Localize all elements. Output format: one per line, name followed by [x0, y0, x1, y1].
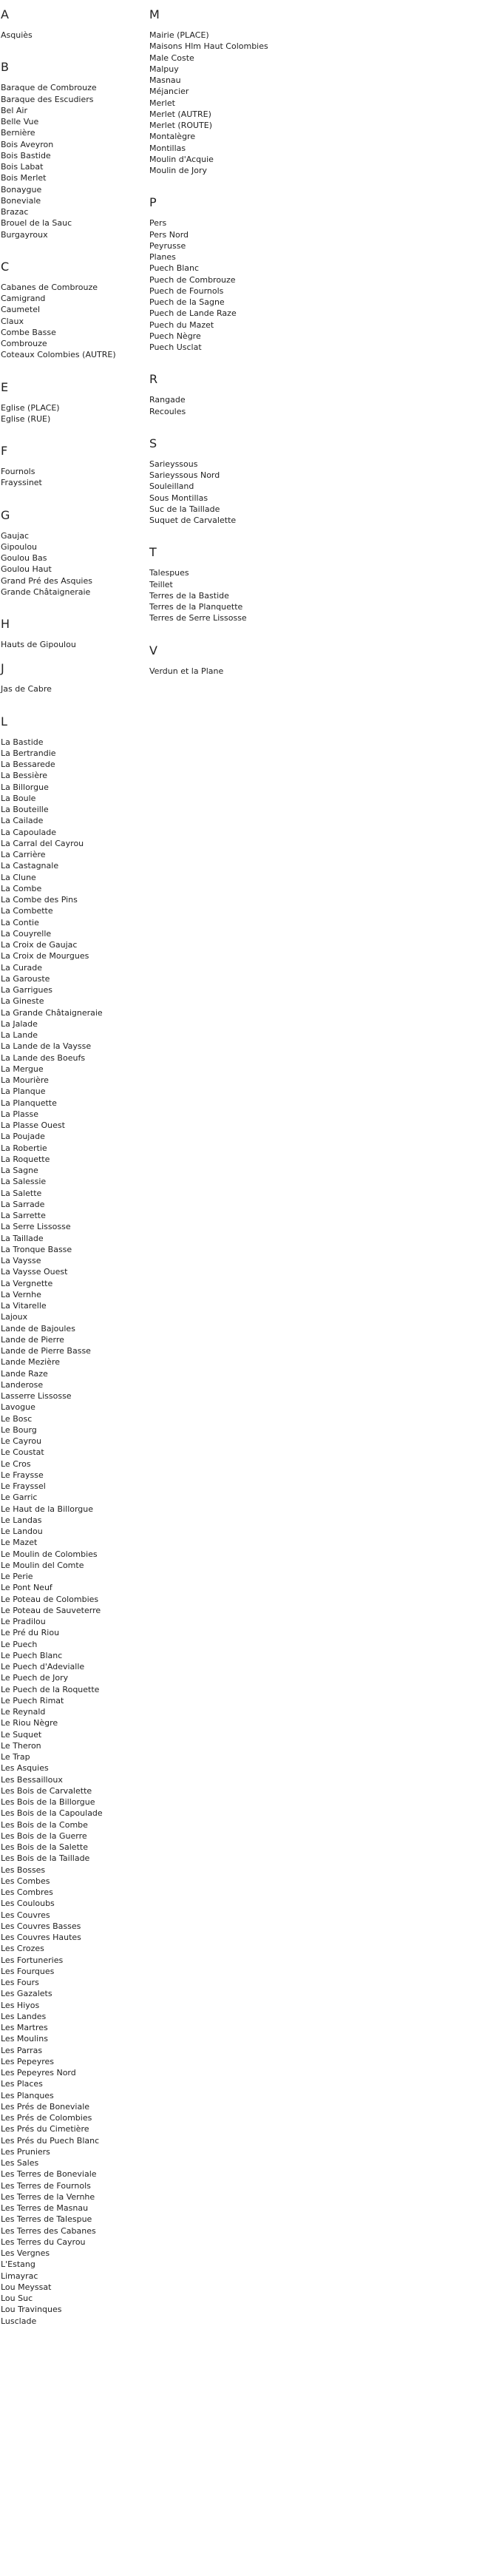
- place-item: Bois Bastide: [1, 150, 51, 160]
- place-item: Limayrac: [1, 2271, 38, 2281]
- place-item: La Taillade: [1, 1233, 44, 1243]
- place-item: Le Perie: [1, 1572, 33, 1581]
- place-item: Teillet: [149, 579, 173, 589]
- place-item: Lajoux: [1, 1312, 28, 1322]
- place-item: La Castagnale: [1, 861, 59, 871]
- place-item: Puech de Combrouze: [149, 274, 236, 285]
- letter-group-g: [1, 508, 141, 598]
- place-item: Talespues: [149, 568, 189, 578]
- place-item: Le Trap: [1, 1752, 30, 1762]
- place-item: Les Bois de la Capoulade: [1, 1808, 103, 1819]
- letter-group-p: [149, 195, 290, 353]
- place-item: Jas de Cabre: [1, 684, 52, 694]
- street-index-left-column: [1, 7, 141, 2327]
- place-item: Les Bessailloux: [1, 1774, 63, 1785]
- place-item: Cabanes de Combrouze: [1, 282, 98, 292]
- place-item: La Contie: [1, 917, 39, 927]
- place-item: Les Bois de la Combe: [1, 1819, 88, 1830]
- place-item: Montalègre: [149, 132, 196, 142]
- place-item: Les Vergnes: [1, 2248, 50, 2258]
- place-item: Les Bois de Carvalette: [1, 1785, 92, 1796]
- place-item: Brazac: [1, 207, 29, 217]
- place-item: Grand Pré des Asquies: [1, 575, 92, 586]
- place-item: Les Terres de Masnau: [1, 2203, 89, 2213]
- street-index-right-column: [149, 7, 290, 677]
- place-list: [149, 567, 290, 623]
- place-item: Peyrusse: [149, 240, 186, 251]
- place-item: L'Estang: [1, 2259, 35, 2270]
- place-item: La Serre Lissosse: [1, 1222, 71, 1232]
- place-item: La Couyrelle: [1, 928, 52, 939]
- place-item: Gipoulou: [1, 541, 38, 552]
- place-item: Lou Meyssat: [1, 2282, 52, 2292]
- place-item: Lou Suc: [1, 2293, 33, 2303]
- place-item: Les Combes: [1, 1876, 50, 1886]
- place-item: Belle Vue: [1, 117, 39, 126]
- place-item: La Lande des Boeufs: [1, 1052, 86, 1063]
- place-item: Verdun et la Plane: [149, 666, 224, 676]
- place-item: La Salette: [1, 1188, 42, 1198]
- place-item: Puech de Lande Raze: [149, 308, 237, 319]
- letter-heading: M: [149, 7, 160, 21]
- letter-heading: P: [149, 195, 157, 210]
- place-item: Sarieyssous Nord: [149, 470, 220, 480]
- place-item: Baraque de Combrouze: [1, 83, 97, 93]
- place-item: Puech Usclat: [149, 342, 202, 352]
- place-item: Le Haut de la Billorgue: [1, 1504, 94, 1514]
- place-item: Sous Montillas: [149, 493, 208, 503]
- place-item: Les Fours: [1, 1978, 39, 1987]
- place-item: Lande Raze: [1, 1368, 48, 1379]
- place-list: [1, 30, 141, 41]
- letter-group-s: [149, 436, 290, 527]
- place-item: Le Reynald: [1, 1707, 46, 1717]
- place-item: Eglise (RUE): [1, 413, 51, 424]
- place-item: Le Cros: [1, 1458, 31, 1469]
- place-item: La Vernhe: [1, 1289, 41, 1299]
- place-item: La Clune: [1, 872, 36, 882]
- place-item: Boneviale: [1, 195, 41, 206]
- place-item: Brouel de la Sauc: [1, 218, 72, 229]
- place-item: La Bertrandie: [1, 748, 56, 758]
- place-item: La Plasse: [1, 1109, 39, 1119]
- place-item: La Carral del Cayrou: [1, 838, 84, 848]
- letter-heading: F: [1, 444, 8, 458]
- place-item: Les Moulins: [1, 2034, 48, 2044]
- place-item: Recoules: [149, 406, 186, 416]
- place-item: Le Riou Nègre: [1, 1718, 58, 1728]
- place-item: La Curade: [1, 962, 43, 973]
- letter-heading: V: [149, 643, 157, 657]
- place-item: Lou Travinques: [1, 2305, 62, 2315]
- place-item: Coteaux Colombies (AUTRE): [1, 350, 116, 360]
- letter-heading: R: [149, 372, 158, 387]
- letter-heading: S: [149, 436, 157, 450]
- place-item: La Lande de la Vaysse: [1, 1041, 92, 1052]
- place-item: Merlet (AUTRE): [149, 109, 211, 119]
- place-item: Les Pepeyres: [1, 2056, 54, 2066]
- place-item: Les Pruniers: [1, 2146, 50, 2157]
- place-list: [1, 639, 141, 650]
- place-item: La Vaysse Ouest: [1, 1267, 68, 1277]
- place-item: Le Puech de Jory: [1, 1673, 69, 1683]
- place-item: Le Moulin del Comte: [1, 1560, 84, 1570]
- place-item: La Capoulade: [1, 827, 57, 837]
- place-item: La Bessarede: [1, 760, 55, 769]
- place-item: Les Terres des Cabanes: [1, 2225, 96, 2236]
- place-item: Les Bois de la Salette: [1, 1842, 88, 1852]
- place-item: Méjancier: [149, 87, 189, 97]
- place-item: Moulin de Jory: [149, 166, 208, 175]
- place-item: La Planque: [1, 1086, 46, 1097]
- place-item: Bonaygue: [1, 184, 42, 195]
- place-item: La Planquette: [1, 1098, 57, 1108]
- place-item: Lande Mezière: [1, 1357, 60, 1368]
- place-item: Puech de Fournols: [149, 285, 224, 296]
- place-item: Sarieyssous: [149, 459, 198, 469]
- place-item: Les Terres de Fournols: [1, 2180, 91, 2191]
- place-item: Les Couloubs: [1, 1899, 55, 1909]
- place-item: Le Fraysse: [1, 1470, 44, 1480]
- place-item: Les Terres du Cayrou: [1, 2237, 86, 2247]
- place-item: La Roquette: [1, 1154, 50, 1164]
- place-item: Moulin d'Acquie: [149, 154, 214, 164]
- place-item: La Mergue: [1, 1064, 44, 1074]
- place-item: Puech Nègre: [149, 331, 201, 341]
- place-item: Camigrand: [1, 294, 46, 303]
- place-item: La Combe des Pins: [1, 895, 78, 905]
- place-item: Les Bosses: [1, 1865, 46, 1875]
- place-item: Les Parras: [1, 2045, 43, 2055]
- place-item: La Combette: [1, 906, 53, 916]
- place-item: La Boule: [1, 793, 36, 803]
- place-item: Merlet: [149, 98, 175, 108]
- place-item: Souleilland: [149, 481, 194, 492]
- place-item: Suquet de Carvalette: [149, 515, 237, 525]
- place-item: Eglise (PLACE): [1, 402, 60, 413]
- place-item: Le Landou: [1, 1527, 43, 1536]
- letter-heading: B: [1, 60, 9, 75]
- place-item: La Bouteille: [1, 805, 49, 814]
- place-list: [1, 530, 141, 598]
- place-item: Les Fortuneries: [1, 1955, 64, 1965]
- place-item: Grande Châtaigneraie: [1, 586, 91, 597]
- place-item: Le Poteau de Colombies: [1, 1594, 99, 1604]
- place-item: Les Gazalets: [1, 1989, 52, 1999]
- place-item: Hauts de Gipoulou: [1, 640, 76, 649]
- place-item: Les Bois de la Guerre: [1, 1830, 87, 1841]
- place-item: Les Hiyos: [1, 2000, 40, 2010]
- place-item: Les Landes: [1, 2011, 47, 2021]
- place-item: Bel Air: [1, 105, 27, 115]
- place-list: [1, 683, 141, 694]
- letter-group-l: [1, 714, 141, 2327]
- letter-group-e: [1, 380, 141, 425]
- place-item: Le Theron: [1, 1740, 41, 1751]
- place-item: La Gineste: [1, 996, 44, 1007]
- place-item: Suc de la Taillade: [149, 504, 220, 514]
- place-item: Lavogue: [1, 1402, 35, 1413]
- place-item: Le Poteau de Sauveterre: [1, 1605, 101, 1615]
- place-list: [1, 466, 141, 489]
- place-item: Les Prés de Colombies: [1, 2113, 92, 2123]
- place-item: La Poujade: [1, 1132, 45, 1142]
- place-item: Les Asquies: [1, 1763, 49, 1774]
- place-item: Les Bois de la Billorgue: [1, 1797, 95, 1807]
- letter-heading: G: [1, 507, 10, 522]
- place-item: Planes: [149, 252, 176, 262]
- letter-group-c: [1, 260, 141, 361]
- place-item: Maisons Hlm Haut Colombies: [149, 41, 268, 52]
- place-item: Les Terres de la Vernhe: [1, 2191, 95, 2202]
- place-item: La Vergnette: [1, 1278, 53, 1288]
- letter-group-h: [1, 617, 141, 650]
- place-item: Le Garric: [1, 1492, 38, 1503]
- place-item: Le Puech d'Adevialle: [1, 1662, 85, 1671]
- letter-group-t: [149, 545, 290, 623]
- place-item: Lasserre Lissosse: [1, 1391, 72, 1401]
- place-item: Claux: [1, 316, 24, 326]
- place-item: Les Terres de Boneviale: [1, 2169, 97, 2180]
- place-item: Merlet (ROUTE): [149, 121, 213, 130]
- place-item: Lande de Bajoules: [1, 1323, 75, 1333]
- letter-group-j: [1, 661, 141, 694]
- place-item: Masnau: [149, 75, 181, 85]
- place-item: Lusclade: [1, 2316, 37, 2326]
- letter-heading: C: [1, 259, 10, 274]
- place-list: [149, 394, 290, 417]
- place-item: Le Coustat: [1, 1447, 44, 1458]
- place-item: Puech du Mazet: [149, 320, 214, 330]
- place-item: Pers: [149, 218, 167, 229]
- place-item: La Carrière: [1, 850, 46, 859]
- place-item: Landerose: [1, 1379, 44, 1390]
- place-item: Les Couvres Hautes: [1, 1933, 81, 1942]
- place-item: Montillas: [149, 143, 186, 153]
- place-item: Goulou Haut: [1, 564, 52, 575]
- place-item: La Bessière: [1, 771, 48, 781]
- place-item: Goulou Bas: [1, 553, 47, 563]
- place-item: Le Frayssel: [1, 1481, 46, 1491]
- letter-heading: H: [1, 617, 10, 631]
- letter-group-r: [149, 372, 290, 417]
- letter-heading: J: [1, 661, 4, 676]
- letter-heading: L: [1, 714, 7, 728]
- place-item: Terres de Serre Lissosse: [149, 613, 247, 623]
- place-item: Fournols: [1, 467, 35, 476]
- place-item: Le Cayrou: [1, 1436, 42, 1446]
- place-item: La Garrigues: [1, 985, 52, 995]
- place-item: La Sarrette: [1, 1211, 46, 1220]
- place-item: Le Moulin de Colombies: [1, 1549, 98, 1559]
- place-item: Les Sales: [1, 2158, 39, 2168]
- place-item: Le Pont Neuf: [1, 1583, 52, 1593]
- place-item: Asquiès: [1, 30, 33, 40]
- place-item: Lande de Pierre Basse: [1, 1346, 91, 1356]
- place-item: Bois Merlet: [1, 173, 47, 183]
- place-item: Le Puech de la Roquette: [1, 1684, 100, 1694]
- place-item: Frayssinet: [1, 478, 42, 488]
- place-item: Les Planques: [1, 2090, 54, 2100]
- letter-group-b: [1, 60, 141, 240]
- letter-heading: T: [149, 545, 157, 560]
- place-item: Les Bois de la Taillade: [1, 1853, 90, 1864]
- place-item: Baraque des Escudiers: [1, 94, 94, 104]
- place-item: La Billorgue: [1, 782, 49, 792]
- place-item: La Garouste: [1, 973, 50, 984]
- place-item: Le Mazet: [1, 1538, 38, 1548]
- place-item: La Salessie: [1, 1177, 47, 1187]
- place-item: La Sagne: [1, 1166, 38, 1175]
- letter-group-v: [149, 643, 290, 677]
- place-item: La Croix de Gaujac: [1, 940, 78, 950]
- place-item: Les Couvres: [1, 1910, 50, 1920]
- place-item: Combe Basse: [1, 327, 56, 337]
- place-item: Les Prés de Boneviale: [1, 2101, 90, 2112]
- place-item: Les Martres: [1, 2023, 48, 2032]
- place-item: Le Puech: [1, 1639, 38, 1649]
- place-item: Les Places: [1, 2079, 43, 2089]
- place-list: [149, 459, 290, 527]
- place-item: Male Coste: [149, 53, 194, 63]
- place-item: Le Bosc: [1, 1413, 33, 1424]
- place-item: La Vitarelle: [1, 1301, 47, 1311]
- place-item: Rangade: [149, 395, 186, 405]
- place-item: Le Bourg: [1, 1424, 37, 1435]
- place-list: [149, 30, 290, 176]
- place-item: Le Landas: [1, 1515, 42, 1525]
- place-item: Le Puech Rimat: [1, 1695, 64, 1705]
- place-item: Les Terres de Talespue: [1, 2214, 92, 2225]
- place-item: La Plasse Ouest: [1, 1120, 65, 1130]
- place-item: Terres de la Planquette: [149, 602, 243, 612]
- place-item: Gaujac: [1, 530, 30, 541]
- place-item: Combrouze: [1, 339, 47, 348]
- place-item: La Sarrade: [1, 1199, 45, 1209]
- place-item: La Lande: [1, 1030, 38, 1040]
- place-item: Bois Labat: [1, 162, 44, 172]
- place-item: Bernière: [1, 128, 35, 138]
- place-item: Les Prés du Cimetière: [1, 2124, 89, 2134]
- place-item: Malpuy: [149, 64, 179, 74]
- letter-group-a: [1, 7, 141, 41]
- place-item: La Grande Châtaigneraie: [1, 1007, 103, 1018]
- place-item: La Robertie: [1, 1143, 47, 1153]
- place-item: Le Suquet: [1, 1729, 42, 1740]
- place-item: Pers Nord: [149, 229, 189, 240]
- place-item: Lande de Pierre: [1, 1334, 64, 1345]
- place-item: Le Pré du Riou: [1, 1628, 60, 1638]
- place-item: La Tronque Basse: [1, 1244, 72, 1254]
- place-item: Les Fourques: [1, 1966, 55, 1976]
- place-item: Terres de la Bastide: [149, 590, 229, 601]
- place-item: Burgayroux: [1, 229, 48, 240]
- place-item: La Bastide: [1, 737, 44, 747]
- place-list: [1, 82, 141, 240]
- place-item: Puech de la Sagne: [149, 297, 225, 307]
- letter-group-m: [149, 7, 290, 176]
- place-item: La Cailade: [1, 816, 44, 826]
- place-item: Puech Blanc: [149, 263, 200, 274]
- place-item: Les Prés du Puech Blanc: [1, 2135, 100, 2146]
- place-list: [1, 282, 141, 361]
- place-item: La Vaysse: [1, 1256, 41, 1265]
- place-item: Les Pepeyres Nord: [1, 2068, 76, 2078]
- place-list: [149, 666, 290, 677]
- letter-heading: A: [1, 7, 9, 21]
- place-item: La Jalade: [1, 1018, 38, 1029]
- place-item: Caumetel: [1, 305, 41, 315]
- place-item: La Combe: [1, 883, 42, 893]
- letter-group-f: [1, 444, 141, 489]
- place-list: [1, 402, 141, 425]
- place-item: Les Combres: [1, 1887, 53, 1897]
- place-item: Les Couvres Basses: [1, 1921, 81, 1931]
- place-item: La Croix de Mourgues: [1, 951, 89, 961]
- letter-heading: E: [1, 379, 9, 394]
- place-item: Le Puech Blanc: [1, 1650, 63, 1660]
- place-list: [149, 217, 290, 353]
- place-item: Mairie (PLACE): [149, 30, 209, 40]
- place-item: La Mourière: [1, 1075, 49, 1085]
- place-item: Le Pradilou: [1, 1617, 46, 1626]
- place-list: [1, 737, 141, 2327]
- place-item: Bois Aveyron: [1, 139, 54, 149]
- place-item: Les Crozes: [1, 1944, 44, 1954]
